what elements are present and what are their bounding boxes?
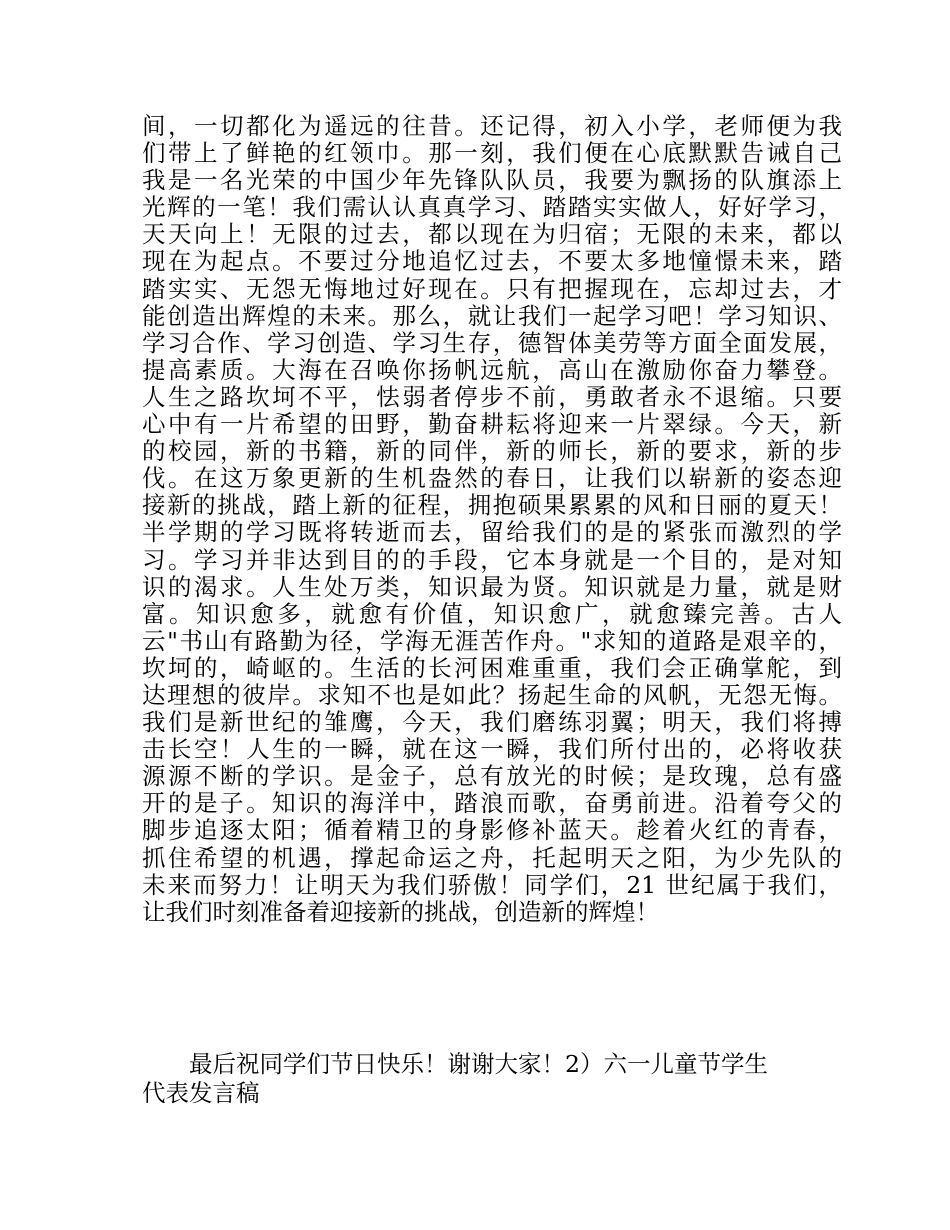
body-line: 识的渴求。人生处万类，知识最为贤。知识就是力量，就是财	[142, 572, 842, 601]
body-line: 我是一名光荣的中国少年先锋队队员，我要为飘扬的队旗添上	[142, 166, 842, 195]
closing-paragraph	[142, 1050, 842, 1108]
closing-line: 最后祝同学们节日快乐！谢谢大家！2）六一儿童节学生	[189, 1050, 768, 1078]
body-line: 未来而努力！让明天为我们骄傲！同学们，21 世纪属于我们，	[142, 870, 842, 899]
body-line: 间，一切都化为遥远的往昔。还记得，初入小学，老师便为我	[142, 112, 842, 140]
body-line: 现在为起点。不要过分地追忆过去，不要太多地憧憬未来，踏	[142, 247, 842, 276]
body-line: 脚步追逐太阳；循着精卫的身影修补蓝天。趁着火红的青春，	[142, 816, 842, 845]
body-line: 踏实实、无怨无悔地过好现在。只有把握现在，忘却过去，才	[142, 274, 842, 303]
body-line: 开的是子。知识的海洋中，踏浪而歌，奋勇前进。沿着夸父的	[142, 789, 842, 818]
body-line: 人生之路坎坷不平，怯弱者停步不前，勇敢者永不退缩。只要	[142, 382, 842, 411]
body-line: 我们是新世纪的雏鹰，今天，我们磨练羽翼；明天，我们将搏	[142, 708, 842, 737]
body-line: 达理想的彼岸。求知不也是如此？扬起生命的风帆，无怨无悔。	[142, 680, 842, 709]
body-line: 天天向上！无限的过去，都以现在为归宿；无限的未来，都以	[142, 220, 842, 249]
body-line: 伐。在这万象更新的生机盎然的春日，让我们以崭新的姿态迎	[142, 464, 842, 493]
body-line: 让我们时刻准备着迎接新的挑战，创造新的辉煌！	[142, 897, 659, 926]
body-line: 云"书山有路勤为径，学海无涯苦作舟。"求知的道路是艰辛的，	[142, 626, 842, 655]
body-line: 接新的挑战，踏上新的征程，拥抱硕果累累的风和日丽的夏天！	[142, 491, 842, 520]
body-line: 能创造出辉煌的未来。那么，就让我们一起学习吧！学习知识、	[142, 301, 842, 330]
closing-line: 代表发言稿	[142, 1079, 260, 1107]
body-line: 富。知识愈多，就愈有价值，知识愈广，就愈臻完善。古人	[142, 599, 842, 628]
body-line: 心中有一片希望的田野，勤奋耕耘将迎来一片翠绿。今天，新	[142, 410, 842, 439]
body-line: 半学期的学习既将转逝而去，留给我们的是的紧张而激烈的学	[142, 518, 842, 547]
body-line: 坎坷的，崎岖的。生活的长河困难重重，我们会正确掌舵，到	[142, 653, 842, 682]
body-line: 学习合作、学习创造、学习生存，德智体美劳等方面全面发展，	[142, 328, 842, 357]
body-line: 提高素质。大海在召唤你扬帆远航，高山在激励你奋力攀登。	[142, 355, 842, 384]
body-line: 抓住希望的机遇，撑起命运之舟，托起明天之阳，为少先队的	[142, 843, 842, 872]
body-line: 源源不断的学识。是金子，总有放光的时候；是玫瑰，总有盛	[142, 762, 842, 791]
body-line: 的校园，新的书籍，新的同伴，新的师长，新的要求，新的步	[142, 437, 842, 466]
body-line: 光辉的一笔！我们需认认真真学习、踏踏实实做人，好好学习，	[142, 193, 842, 222]
body-line: 击长空！人生的一瞬，就在这一瞬，我们所付出的，必将收获	[142, 735, 842, 764]
body-line: 们带上了鲜艳的红领巾。那一刻，我们便在心底默默告诫自己	[142, 139, 842, 168]
speech-body	[142, 113, 842, 926]
body-line: 习。学习并非达到目的的手段，它本身就是一个目的，是对知	[142, 545, 842, 574]
